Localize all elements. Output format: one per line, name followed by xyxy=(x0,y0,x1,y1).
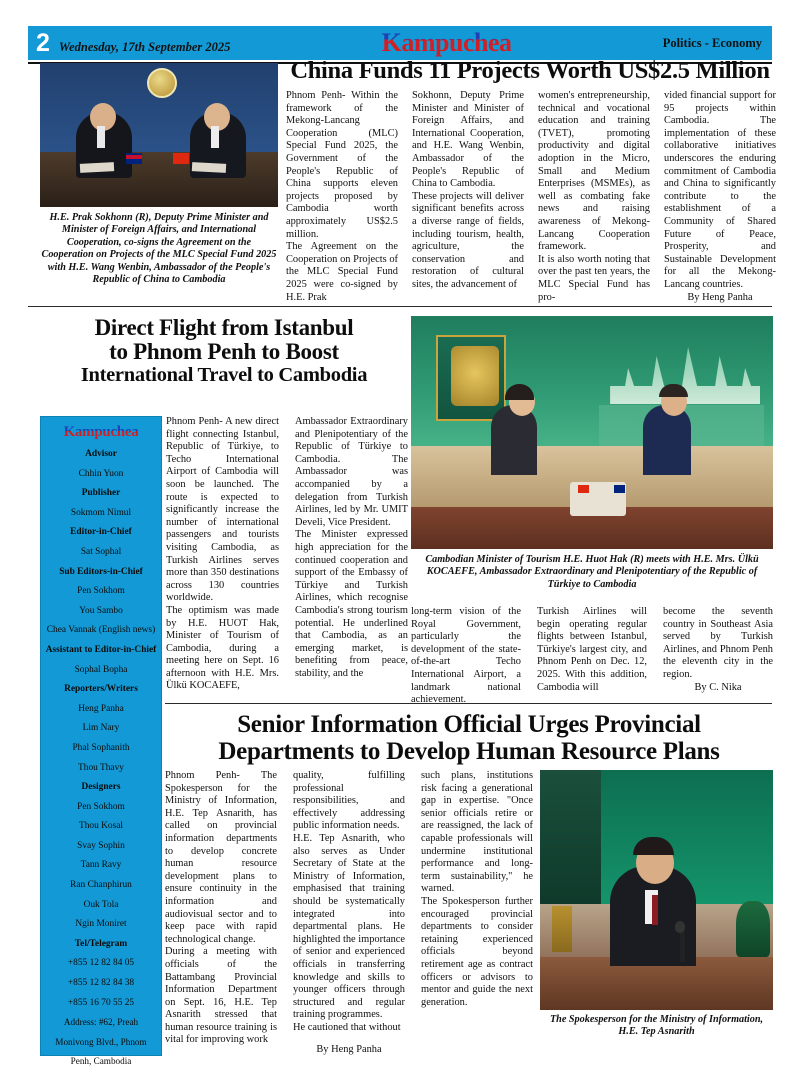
sidebar-entry-13-role: Reporters/Writers xyxy=(64,684,138,695)
article1-column-3-text-p2: It is also worth noting that over the past ten years, the MLC Special Fund has pro- xyxy=(538,253,650,303)
article2-column-5 xyxy=(663,606,773,707)
article2-column-2-text-p1: Ambassador Extraordinary and Plenipotentiary of the Republic of Türkiye to Cambodia. The Ambassador was accompanied by a delegation from Turkish Airlines, led by Mr. UMIT Develi, Vice President. xyxy=(295,416,408,528)
sidebar-entry-25-name: Ngin Moniret xyxy=(75,919,127,930)
article1-column-1 xyxy=(286,90,398,304)
photo-table-flag-2 xyxy=(614,485,625,493)
article2-column-3 xyxy=(411,606,521,707)
article3-column-1-text-p2: During a meeting with officials of the Battambang Provincial Information Department on Sept. 16, H.E. Tep Asnarith stressed that human resource training is vital for improving work xyxy=(165,946,277,1046)
sidebar-entry-4-name: Sokmom Nimul xyxy=(70,507,132,518)
article2-headline-line1: Direct Flight from Istanbul xyxy=(94,315,354,340)
article1-column-1-text-p2: The Agreement on the Cooperation on Projects of the MLC Special Fund 2025 were co-signed by H.E. Prak xyxy=(286,241,398,303)
article2-columns-bottom xyxy=(411,606,773,707)
sidebar-entry-27-name: +855 12 82 84 05 xyxy=(67,958,135,969)
article2-caption: Cambodian Minister of Tourism H.E. Huot Hak (R) meets with H.E. Mrs. Ülkü KOCAEFE, Ambassador Extraordinary and Plenipotentiary of the Republic of Türkiye to Cambodia xyxy=(425,554,759,590)
sidebar-entry-19-name: Pen Sokhom xyxy=(77,801,125,812)
publication-date: Wednesday, 17th September 2025 xyxy=(58,39,231,54)
photo-microphone-icon xyxy=(680,932,685,962)
photo-flag-china xyxy=(173,153,189,164)
article1-column-1-text-p1: Phnom Penh- Within the framework of the Mekong-Lancang Cooperation (MLC) Special Fund 2025, the Government of the People's Republic of China supports eleven projects proposed by Cambodia worth approximately US$2.5 million. xyxy=(286,90,398,240)
article2-headline-line3: International Travel to Cambodia xyxy=(80,363,368,386)
sidebar-entry-9-name: You Sambo xyxy=(79,605,123,616)
article1-columns xyxy=(286,90,776,304)
article3-columns xyxy=(165,770,533,1057)
photo-person-left-shirt xyxy=(97,126,105,148)
photo-emblem-icon xyxy=(147,68,177,98)
section-label: Politics - Economy xyxy=(662,35,762,50)
photo-gold-emblem-icon xyxy=(451,346,499,406)
photo-spokesperson-tie xyxy=(652,895,658,925)
article3-column-3-text-p1: such plans, institutions risk facing a generational gap in expertise. "Once senior officials retire or are reassigned, the lack of capable professionals will undermine institutional performance and long-term sustainability," he warned. xyxy=(421,770,533,895)
article2-column-5-text: become the seventh country in Southeast Asia served by Turkish Airlines, and Phnom Penh the eleventh city in the region. xyxy=(663,606,773,680)
sidebar-entries-list xyxy=(41,445,161,1072)
article2-photo xyxy=(411,316,773,549)
divider-article2-article3 xyxy=(165,703,772,704)
sidebar-entry-5-role: Editor-in-Chief xyxy=(70,527,132,538)
sidebar-entry-8-name: Pen Sokhom xyxy=(77,586,125,597)
sidebar-entry-22-name: Tann Ravy xyxy=(80,860,122,871)
article1-caption: H.E. Prak Sokhonn (R), Deputy Prime Minister and Minister of Foreign Affairs, and International Cooperation, co-signs the Agreement on the Cooperation on Projects of the MLC Special Fund 2025 with H.E. Wang Wenbin, Ambassador of the People's Republic of China to Cambodia xyxy=(41,212,277,286)
masthead-left xyxy=(28,28,231,57)
article3-column-1 xyxy=(165,770,277,1057)
article1-headline: China Funds 11 Projects Worth US$2.5 Million xyxy=(290,57,770,84)
article3-column-2-text-p3: He cautioned that without xyxy=(293,1021,401,1033)
photo-plant-icon xyxy=(736,901,770,957)
article3-column-3-text-p2: The Spokesperson further encouraged provincial departments to consider retaining experienced officials beyond retirement age as contract officers or advisors to mentor and guide the next generation. xyxy=(421,895,533,1008)
article1-column-3 xyxy=(538,90,650,304)
article3-column-1-text-p1: Phnom Penh- The Spokesperson for the Ministry of Information, H.E. Tep Asnarith, has called on provincial information departments to develop concrete human resource development plans to ensure continuity in the information and audiovisual sector and to keep pace with rapid technological change. xyxy=(165,770,277,945)
article3-byline: By Heng Panha xyxy=(316,1044,382,1056)
sidebar-entry-6-name: Sat Sophal xyxy=(80,546,122,557)
sidebar-entry-29-name: +855 16 70 55 25 xyxy=(67,997,135,1008)
article3-headline-line1: Senior Information Official Urges Provincial xyxy=(237,711,701,738)
article1-column-4-text: vided financial support for 95 projects within Cambodia. The implementation of these collaborative initiatives underscores the enduring commitment of Cambodia and China to significantly contribute to the establishment of a Community of Shared Future of Peace, Prosperity, and Sustainable Development for all the Mekong-Lancang countries. xyxy=(664,90,776,290)
article1-column-4 xyxy=(664,90,776,304)
photo-standing-flag xyxy=(552,906,572,952)
article3-caption: The Spokesperson for the Ministry of Information, H.E. Tep Asnarith xyxy=(549,1014,764,1038)
article1-byline: By Heng Panha xyxy=(687,291,753,303)
photo-microphone-head-icon xyxy=(675,921,685,933)
article3-column-3 xyxy=(421,770,533,1057)
sidebar-entry-17-name: Thou Thavy xyxy=(78,762,124,773)
sidebar-entry-1-role: Advisor xyxy=(85,449,117,459)
article2-column-1-text-p2: The optimism was made by H.E. HUOT Hak, Minister of Tourism of Cambodia, during a meeting here on Sept. 16 afternoon with H.E. Mrs. Ülkü KOCAEFE, xyxy=(166,604,279,692)
article1-column-2-text-p2: These projects will deliver significant benefits across a diverse range of fields, including tourism, health, agriculture, the conservation and restoration of cultural sites, the advancement of xyxy=(412,190,524,290)
sidebar-entry-15-name: Lim Nary xyxy=(82,723,120,734)
article1-column-3-text-p1: women's entrepreneurship, technical and vocational education and training (TVET), promoting productivity and digital adoption in the Micro, Small and Medium Enterprises (MSMEs), as well as combating fake news and raising awareness of Mekong-Lancang Cooperation framework. xyxy=(538,90,650,253)
sidebar-entry-3-role: Publisher xyxy=(81,488,121,499)
sidebar-entry-20-name: Thou Kosal xyxy=(78,821,123,832)
article1-column-2-text-p1: Sokhonn, Deputy Prime Minister and Minister of Foreign Affairs, and International Cooperation, and H.E. Wang Wenbin, Ambassador of the People's Republic of China to Cambodia. xyxy=(412,90,524,190)
article2-column-1 xyxy=(166,416,279,693)
photo-person-woman-body xyxy=(491,405,537,475)
sidebar-entry-30-addr: Address: #62, Preah Monivong Blvd., Phnom Penh, Cambodia xyxy=(55,1017,147,1067)
page-number: 2 xyxy=(36,28,50,57)
sidebar-entry-14-name: Heng Panha xyxy=(78,703,124,714)
newspaper-title: Kampuchea xyxy=(381,28,512,57)
article3-column-2 xyxy=(293,770,405,1057)
sidebar-entry-2-name: Chhin Yuon xyxy=(78,468,124,479)
article2-column-2-text-p2: The Minister expressed high appreciation for the continued cooperation and support of the Embassy of Türkiye and Turkish Airlines, which recognise Cambodia's strong tourism potential. He underlined that Cambodia, as an emerging market, is benefiting from peace, stability, and the xyxy=(295,529,408,679)
article2-column-4 xyxy=(537,606,647,707)
divider-article1-article2 xyxy=(28,306,772,307)
photo-table-flag-1 xyxy=(578,485,589,493)
article2-byline: By C. Nika xyxy=(694,681,742,693)
sidebar-entry-11-role: Assistant to Editor-in-Chief xyxy=(45,644,157,655)
sidebar-entry-7-role: Sub Editors-in-Chief xyxy=(59,566,143,577)
spokesperson-image xyxy=(540,770,773,1010)
masthead-bar xyxy=(28,26,772,60)
signing-ceremony-image xyxy=(40,63,278,207)
sidebar-entry-24-name: Ouk Tola xyxy=(83,899,119,910)
sidebar-entry-18-role: Designers xyxy=(81,782,121,793)
tourism-meeting-image xyxy=(411,316,773,549)
article1-column-2 xyxy=(412,90,524,304)
article2-columns-top xyxy=(166,416,408,693)
article2-column-3-text: long-term vision of the Royal Government, particularly the development of the state-of-the-art Techo International Airport, a landmark national achievement. xyxy=(411,606,521,706)
article3-photo xyxy=(540,770,773,1010)
sidebar-entry-16-name: Phal Sophanith xyxy=(72,742,130,753)
sidebar-entry-28-name: +855 12 82 84 38 xyxy=(67,978,135,989)
sidebar-entry-26-role: Tel/Telegram xyxy=(74,938,128,949)
staff-masthead-sidebar xyxy=(40,416,162,1067)
article2-column-4-text: Turkish Airlines will begin operating regular flights between Istanbul, Türkiye's largest city, and Phnom Penh on Dec. 12, 2025. With this addition, Cambodia will xyxy=(537,606,647,693)
article2-headline-line2: to Phnom Penh to Boost xyxy=(109,339,339,365)
article2-column-1-text-p1: Phnom Penh- A new direct flight connecting Istanbul, Republic of Türkiye, to Techo International Airport of Cambodia will soon be launched. The route is expected to significantly increase the number of international passengers and tourists visiting Cambodia, as Turkish Airlines serves more than 350 destinations across 130 countries worldwide. xyxy=(166,416,279,604)
photo-person-right-shirt xyxy=(211,126,219,148)
article3-column-2-text-p2: H.E. Tep Asnarith, who also serves as Under Secretary of State at the Ministry of Information, emphasised that training should be systematically integrated into departmental plans. He highlighted the importance of senior and experienced officials in transferring knowledge and skills to younger officers through structured and regular training programmes. xyxy=(293,832,405,1021)
article3-column-2-text-p1: quality, fulfilling professional responsibilities, and effectively addressing public information needs. xyxy=(293,770,405,832)
sidebar-entry-21-name: Svay Sophin xyxy=(77,840,125,851)
photo-flag-cambodia-band xyxy=(126,155,142,159)
sidebar-entry-10-name: Chea Vannak (English news) xyxy=(46,625,156,636)
article3-headline-line2: Departments to Develop Human Resource Plans xyxy=(218,737,720,765)
photo-person-man-body xyxy=(643,405,691,475)
sidebar-entry-12-name: Sophal Bopha xyxy=(74,664,128,675)
article3-headline xyxy=(165,712,773,765)
photo-backdrop-dark-panel xyxy=(540,770,601,904)
article2-headline xyxy=(40,316,408,386)
article2-column-2 xyxy=(295,416,408,693)
masthead-center xyxy=(230,28,662,58)
sidebar-entry-23-name: Ran Chanphirun xyxy=(70,880,132,891)
sidebar-title: Kampuchea xyxy=(63,424,139,440)
article1-photo xyxy=(40,63,278,207)
